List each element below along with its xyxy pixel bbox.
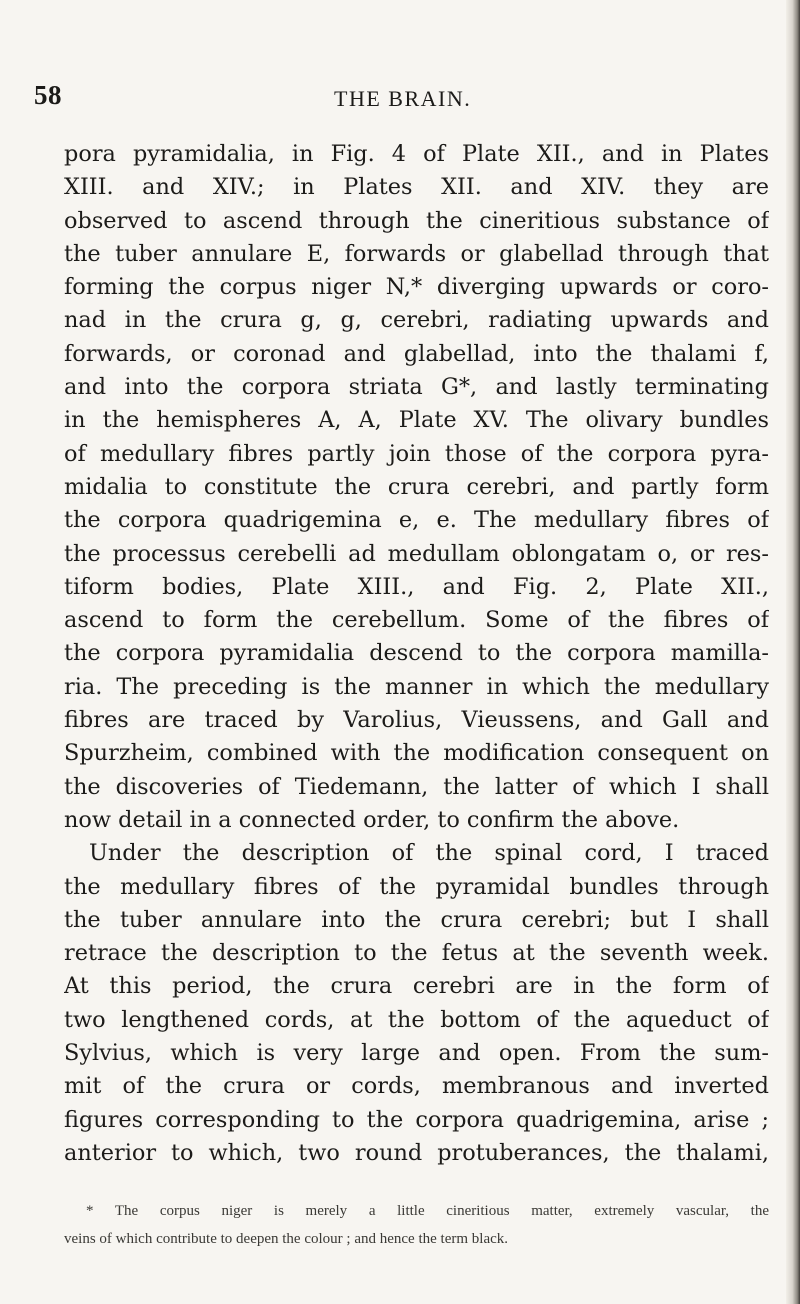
text-line: and into the corpora striata G*, and lastly terminating [64,374,769,401]
text-line: forwards, or coronad and glabellad, into the thalami f, [64,340,769,367]
text-line: retrace the description to the fetus at the seventh week. [64,940,769,967]
text-line: the corpora pyramidalia descend to the corpora mamilla- [64,640,769,667]
footnote-line: veins of which contribute to deepen the colour ; and hence the term black. [64,1231,509,1247]
text-line: tiform bodies, Plate XIII., and Fig. 2, Plate XII., [64,573,769,600]
text-line: two lengthened cords, at the bottom of the aqueduct of [64,1006,769,1033]
text-line: figures corresponding to the corpora quadrigemina, arise ; [64,1106,769,1133]
running-head: THE BRAIN. [334,86,472,111]
text-line: the processus cerebelli ad medullam oblongatam o, or res- [64,540,769,567]
text-line: the discoveries of Tiedemann, the latter of which I shall [64,773,769,800]
text-line: of medullary fibres partly join those of the corpora pyra- [64,440,769,467]
text-line: fibres are traced by Varolius, Vieussens, and Gall and [64,707,769,734]
footnote-line: * The corpus niger is merely a little cineritious matter, extremely vascular, the [86,1203,769,1219]
text-line: in the hemispheres A, A, Plate XV. The olivary bundles [64,407,769,434]
text-line: anterior to which, two round protuberances, the thalami, [64,1139,769,1166]
text-line: midalia to constitute the crura cerebri, and partly form [64,473,769,500]
text-line: pora pyramidalia, in Fig. 4 of Plate XII., and in Plates [64,141,769,167]
body-text [64,138,769,1170]
text-line: the tuber annulare into the crura cerebri; but I shall [64,906,769,933]
text-line: Spurzheim, combined with the modification consequent on [64,740,769,767]
text-line: ascend to form the cerebellum. Some of the fibres of [64,607,769,634]
page-header [34,80,734,120]
text-line: XIII. and XIV.; in Plates XII. and XIV. they are [64,174,769,201]
page-number: 58 [34,80,62,110]
text-line: now detail in a connected order, to confirm the above. [64,806,680,833]
text-line: observed to ascend through the cineritious substance of [64,207,769,234]
text-line: ria. The preceding is the manner in which the medullary [64,673,769,700]
text-line: mit of the crura or cords, membranous and inverted [64,1073,769,1100]
text-line: Under the description of the spinal cord, I traced [89,840,769,867]
text-line: forming the corpus niger N,* diverging upwards or coro- [64,274,769,301]
text-line: Sylvius, which is very large and open. From the sum- [64,1040,769,1067]
footnote [64,1197,769,1253]
text-line: the corpora quadrigemina e, e. The medullary fibres of [64,507,769,534]
text-line: the tuber annulare E, forwards or glabellad through that [64,240,769,267]
page-edge-shadow [786,0,800,1304]
text-line: nad in the crura g, g, cerebri, radiating upwards and [64,307,769,334]
text-line: At this period, the crura cerebri are in the form of [64,973,769,1000]
text-line: the medullary fibres of the pyramidal bundles through [64,873,769,900]
